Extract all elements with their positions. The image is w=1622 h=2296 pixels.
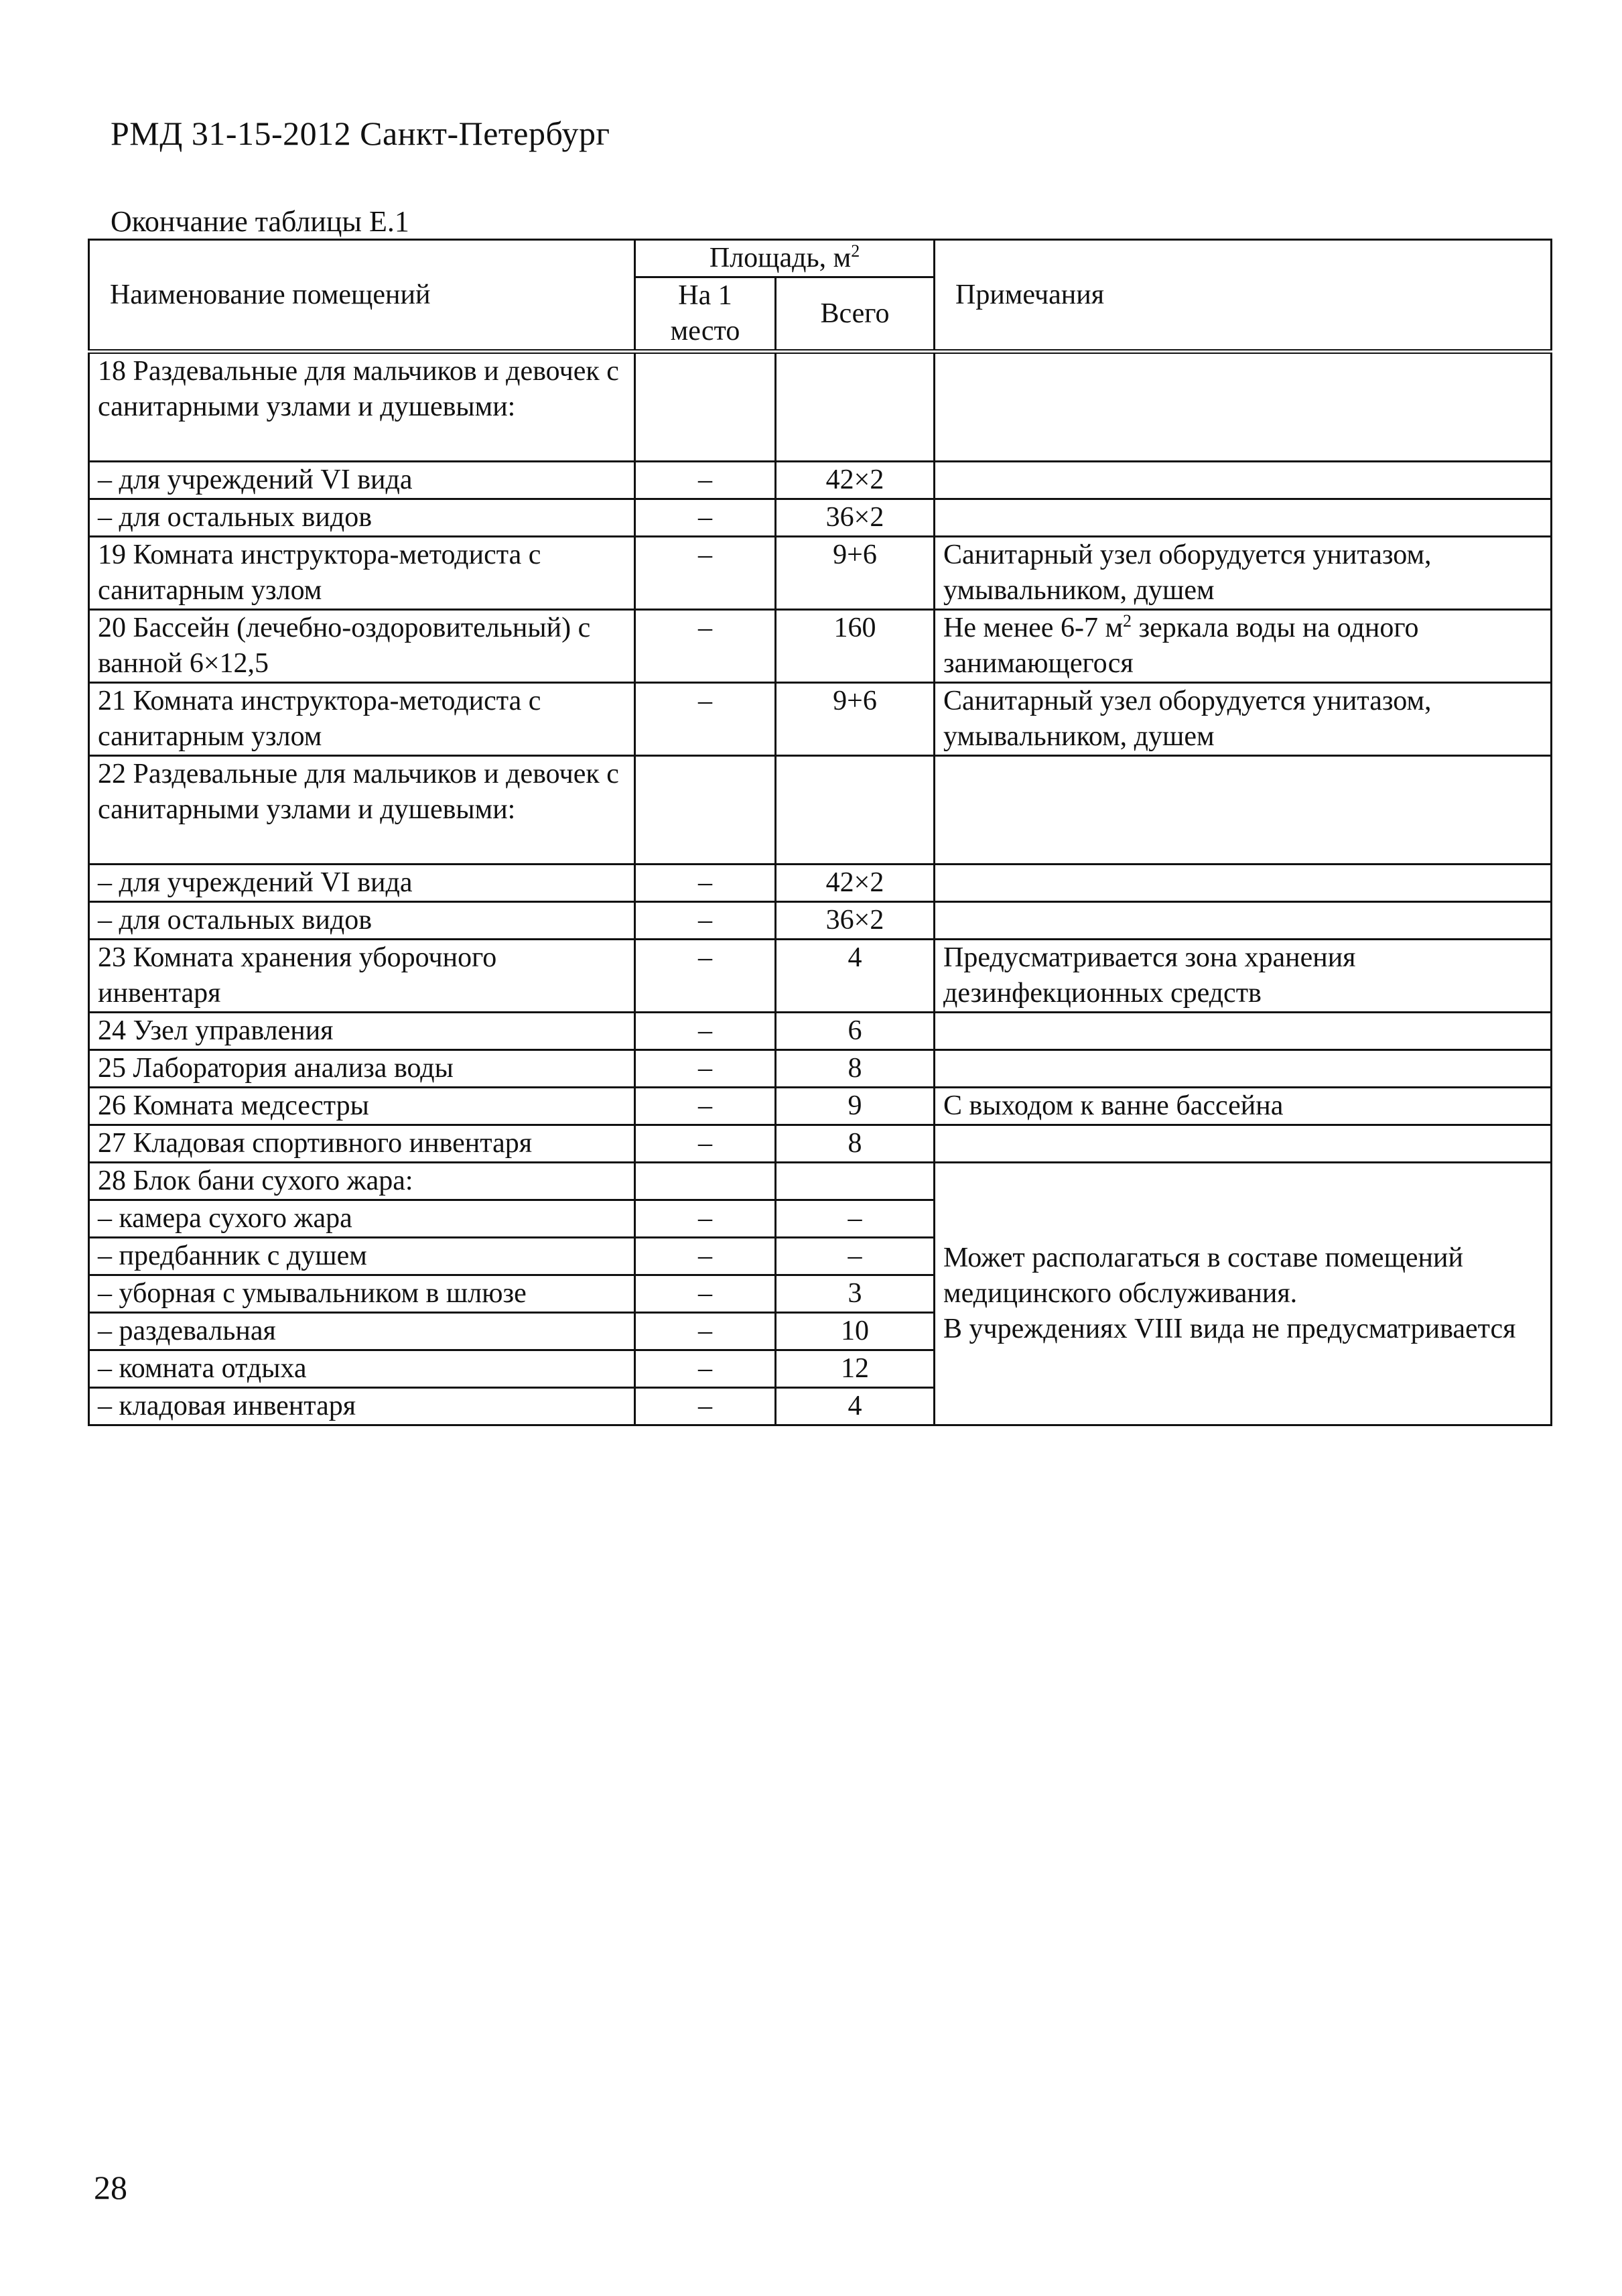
- area-per-place: –: [635, 1200, 776, 1238]
- area-total: 36×2: [776, 902, 935, 940]
- room-name: – комната отдыха: [89, 1350, 635, 1388]
- table-row: [89, 537, 1552, 610]
- room-name: – для учреждений VI вида: [89, 462, 635, 499]
- room-name: 27 Кладовая спортивного инвентаря: [89, 1125, 635, 1163]
- area-total: 12: [776, 1350, 935, 1388]
- area-per-place: –: [635, 902, 776, 940]
- room-name: 21 Комната инструктора-методиста с санитарным узлом: [89, 683, 635, 756]
- area-total: [776, 756, 935, 865]
- area-per-place: –: [635, 499, 776, 537]
- room-name: 24 Узел управления: [89, 1013, 635, 1050]
- col-notes-header: Примечания: [935, 240, 1552, 352]
- room-name: – для остальных видов: [89, 902, 635, 940]
- room-note: [935, 1013, 1552, 1050]
- table-row: [89, 352, 1552, 462]
- area-total: 8: [776, 1050, 935, 1088]
- room-note: [935, 865, 1552, 902]
- sauna-block-note: [935, 1163, 1552, 1425]
- area-total: 3: [776, 1275, 935, 1313]
- room-name: – кладовая инвентаря: [89, 1388, 635, 1425]
- table-header-row: [89, 240, 1552, 277]
- area-total: 10: [776, 1313, 935, 1350]
- area-per-place: [635, 756, 776, 865]
- room-name: 26 Комната медсестры: [89, 1088, 635, 1125]
- table-row: [89, 1050, 1552, 1088]
- area-per-place: –: [635, 683, 776, 756]
- room-note: Санитарный узел оборудуется унитазом, умывальником, душем: [935, 537, 1552, 610]
- room-name: 20 Бассейн (лечебно-оздоровительный) с ванной 6×12,5: [89, 610, 635, 683]
- sauna-note-line-1: Может располагаться в составе помещений медицинского обслуживания.: [943, 1242, 1463, 1309]
- room-name: – для остальных видов: [89, 499, 635, 537]
- table-row: [89, 1125, 1552, 1163]
- room-note: [935, 352, 1552, 462]
- area-total: [776, 1163, 935, 1200]
- area-per-place: –: [635, 1088, 776, 1125]
- area-per-place: –: [635, 1275, 776, 1313]
- room-note: [935, 499, 1552, 537]
- area-per-place: –: [635, 940, 776, 1013]
- area-total: 8: [776, 1125, 935, 1163]
- room-name: 23 Комната хранения уборочного инвентаря: [89, 940, 635, 1013]
- room-name: 28 Блок бани сухого жара:: [89, 1163, 635, 1200]
- table-row: [89, 610, 1552, 683]
- col-total-header: Всего: [776, 277, 935, 352]
- area-per-place: –: [635, 1350, 776, 1388]
- table-caption: Окончание таблицы Е.1: [111, 205, 409, 238]
- area-total: 9+6: [776, 537, 935, 610]
- room-name: 22 Раздевальные для мальчиков и девочек с санитарными узлами и душевыми:: [89, 756, 635, 865]
- area-total: [776, 352, 935, 462]
- area-total: 42×2: [776, 462, 935, 499]
- table-row: [89, 499, 1552, 537]
- area-per-place: –: [635, 537, 776, 610]
- room-name: – предбанник с душем: [89, 1238, 635, 1275]
- area-total: 4: [776, 940, 935, 1013]
- area-total: 42×2: [776, 865, 935, 902]
- area-total: 160: [776, 610, 935, 683]
- room-note: Санитарный узел оборудуется унитазом, умывальником, душем: [935, 683, 1552, 756]
- room-note: [935, 902, 1552, 940]
- room-note: Предусматривается зона хранения дезинфекционных средств: [935, 940, 1552, 1013]
- room-name: – для учреждений VI вида: [89, 865, 635, 902]
- area-total: 9+6: [776, 683, 935, 756]
- room-note: С выходом к ванне бассейна: [935, 1088, 1552, 1125]
- table-row: [89, 1088, 1552, 1125]
- area-per-place: –: [635, 610, 776, 683]
- col-area-group-header: Площадь, $м^2$: [635, 240, 935, 277]
- area-total: 36×2: [776, 499, 935, 537]
- table-row: [89, 1163, 1552, 1200]
- table-row: [89, 902, 1552, 940]
- table-row: [89, 756, 1552, 865]
- area-per-place: –: [635, 1050, 776, 1088]
- room-name: – камера сухого жара: [89, 1200, 635, 1238]
- table-row: [89, 683, 1552, 756]
- area-per-place: –: [635, 1388, 776, 1425]
- page-number: 28: [94, 2169, 127, 2206]
- table-row: [89, 865, 1552, 902]
- room-name: – раздевальная: [89, 1313, 635, 1350]
- area-total: 9: [776, 1088, 935, 1125]
- col-per-place-header: На 1 место: [635, 277, 776, 352]
- area-per-place: –: [635, 1313, 776, 1350]
- area-total: –: [776, 1238, 935, 1275]
- document-header: РМД 31-15-2012 Санкт-Петербург: [111, 115, 610, 152]
- sauna-note-line-2: В учреждениях VIII вида не предусматривается: [943, 1314, 1516, 1344]
- room-note: [935, 756, 1552, 865]
- table-row: [89, 1013, 1552, 1050]
- area-per-place: [635, 1163, 776, 1200]
- table-row: [89, 462, 1552, 499]
- area-per-place: [635, 352, 776, 462]
- table-row: [89, 940, 1552, 1013]
- area-total: 6: [776, 1013, 935, 1050]
- room-note: Не менее 6-7 $м^2$ зеркала воды на одного занимающегося: [935, 610, 1552, 683]
- room-note: [935, 1125, 1552, 1163]
- room-name: 25 Лаборатория анализа воды: [89, 1050, 635, 1088]
- rooms-area-table: [88, 239, 1552, 1426]
- room-note: [935, 1050, 1552, 1088]
- room-name: 18 Раздевальные для мальчиков и девочек с санитарными узлами и душевыми:: [89, 352, 635, 462]
- room-name: 19 Комната инструктора-методиста с санитарным узлом: [89, 537, 635, 610]
- area-per-place: –: [635, 1125, 776, 1163]
- room-name: – уборная с умывальником в шлюзе: [89, 1275, 635, 1313]
- area-per-place: –: [635, 462, 776, 499]
- area-total: –: [776, 1200, 935, 1238]
- area-total: 4: [776, 1388, 935, 1425]
- room-note: [935, 462, 1552, 499]
- area-per-place: –: [635, 865, 776, 902]
- area-per-place: –: [635, 1013, 776, 1050]
- area-per-place: –: [635, 1238, 776, 1275]
- col-name-header: Наименование помещений: [89, 240, 635, 352]
